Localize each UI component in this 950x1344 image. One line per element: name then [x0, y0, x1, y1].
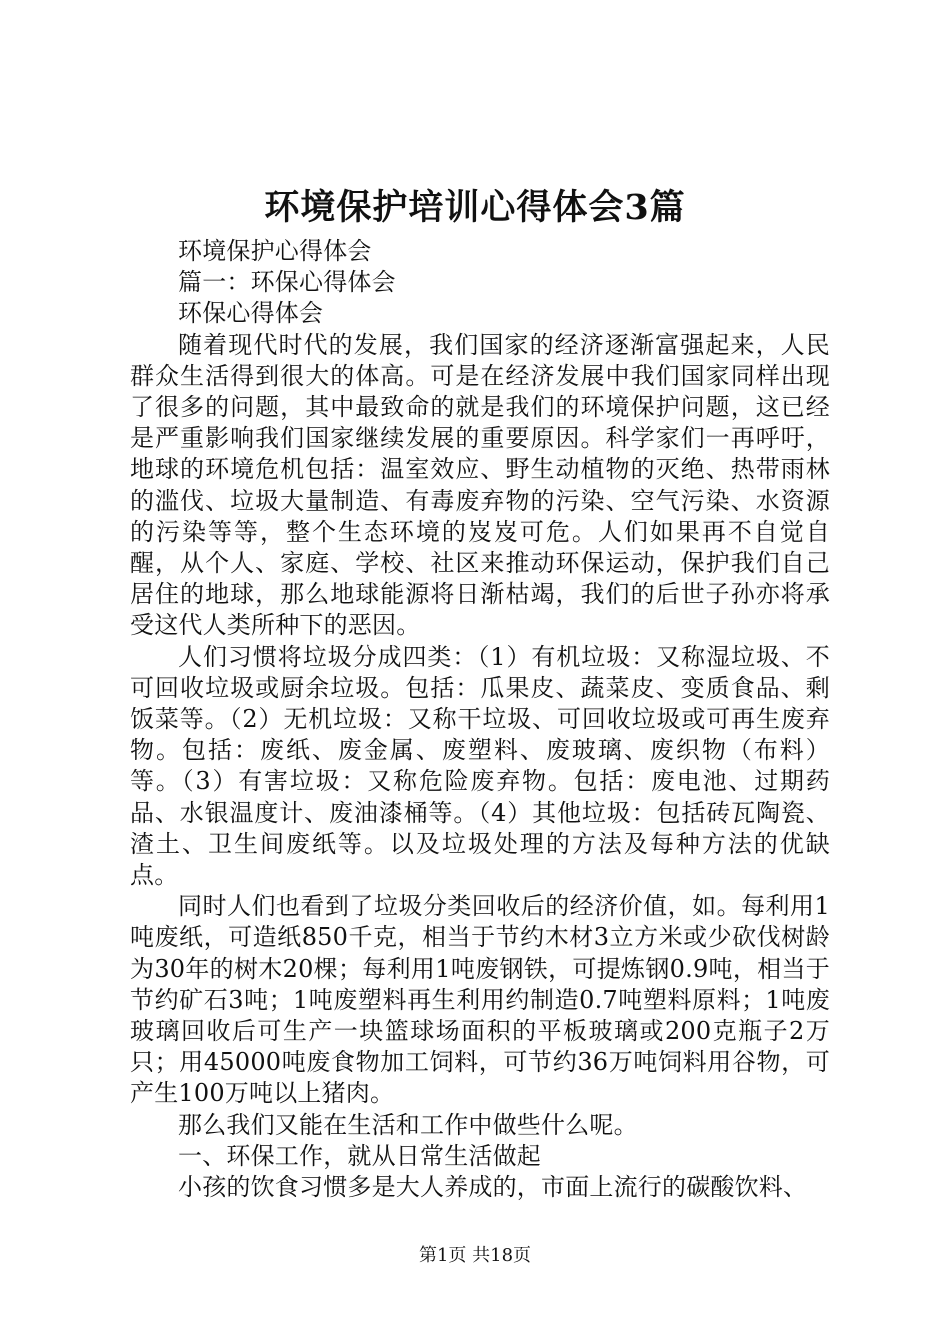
paragraph-garbage-categories: 人们习惯将垃圾分成四类：（1）有机垃圾：又称湿垃圾、不可回收垃圾或厨余垃圾。包括：瓜果皮、蔬菜皮、变质食品、剩饭菜等。（2）无机垃圾：又称干垃圾、可回收垃圾或可再生废弃物。包括：废纸、废金属、废塑料、废玻璃、废织物（布料）等。（3）有害垃圾：又称危险废弃物。包括：废电池、过期药品、水银温度计、废油漆桶等。（4）其他垃圾：包括砖瓦陶瓷、渣土、卫生间废纸等。以及垃圾处理的方法及每种方法的优缺点。 — [130, 642, 830, 890]
paragraph-children-habits: 小孩的饮食习惯多是大人养成的，市面上流行的碳酸饮料、 — [178, 1173, 808, 1202]
page-footer: 第1页 共18页 — [418, 1245, 532, 1266]
paragraph-economic-value: 同时人们也看到了垃圾分类回收后的经济价值，如。每利用1吨废纸，可造纸850千克，相当于节约木材3立方米或少砍伐树龄为30年的树木20棵；每利用1吨废钢铁，可提炼钢0.9吨，相当于节约矿石3吨；1吨废塑料再生利用约制造0.7吨塑料原料；1吨废玻璃回收后可生产一块篮球场面积的平板玻璃或200克瓶子2万只；用45000吨废食物加工饲料，可节约36万吨饲料用谷物，可产生100万吨以上猪肉。 — [130, 892, 830, 1108]
paragraph-section-heading: 篇一：环保心得体会 — [178, 268, 396, 297]
document-title: 环境保护培训心得体会3篇 — [264, 187, 686, 228]
paragraph-intro: 随着现代时代的发展，我们国家的经济逐渐富强起来，人民群众生活得到很大的体高。可是在经济发展中我们国家同样出现了很多的问题，其中最致命的就是我们的环境保护问题，这已经是严重影响我们国家继续发展的重要原因。科学家们一再呼吁，地球的环境危机包括：温室效应、野生动植物的灭绝、热带雨林的滥伐、垃圾大量制造、有毒废弃物的污染、空气污染、水资源的污染等等，整个生态环境的岌岌可危。人们如果再不自觉自醒，从个人、家庭、学校、社区来推动环保运动，保护我们自己居住的地球，那么地球能源将日渐枯竭，我们的后世子孙亦将承受这代人类所种下的恶因。 — [130, 330, 830, 640]
paragraph-subtitle: 环境保护心得体会 — [178, 237, 372, 265]
document-body — [130, 236, 830, 1203]
paragraph-question: 那么我们又能在生活和工作中做些什么呢。 — [178, 1110, 638, 1139]
paragraph-heading-one: 一、环保工作，就从日常生活做起 — [178, 1141, 541, 1170]
paragraph-article-title: 环保心得体会 — [178, 299, 324, 328]
